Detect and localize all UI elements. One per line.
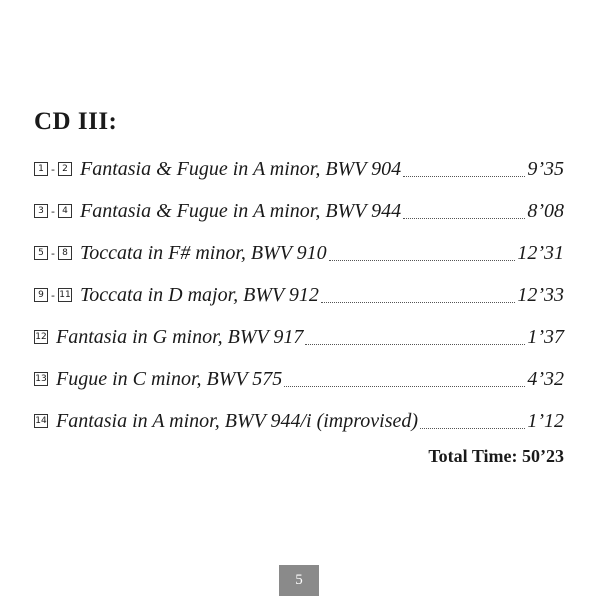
track-number-box: 12: [34, 330, 48, 344]
track-number-box: 11: [58, 288, 72, 302]
track-row: [34, 316, 564, 358]
track-row: [34, 400, 564, 442]
track-numbers: [34, 330, 48, 344]
track-numbers: [34, 204, 72, 218]
dot-leader: [329, 260, 516, 261]
cd-heading: CD III:: [34, 108, 118, 135]
total-time: Total Time: 50’23: [428, 446, 564, 466]
track-title: Fantasia in G minor, BWV 917: [56, 325, 304, 348]
track-list: [34, 148, 564, 442]
track-number-box: 14: [34, 414, 48, 428]
dot-leader: [305, 344, 525, 345]
track-duration: 9’35: [527, 157, 564, 180]
track-numbers: [34, 288, 72, 302]
track-row: [34, 274, 564, 316]
track-duration: 4’32: [527, 367, 564, 390]
track-row: [34, 358, 564, 400]
track-number-box: 4: [58, 204, 72, 218]
dot-leader: [420, 428, 525, 429]
track-row: [34, 190, 564, 232]
track-range-dash: -: [51, 288, 55, 302]
track-title: Toccata in F# minor, BWV 910: [79, 241, 327, 264]
dot-leader: [321, 302, 515, 303]
track-row: [34, 148, 564, 190]
track-duration: 8’08: [527, 199, 564, 222]
track-numbers: [34, 414, 48, 428]
track-duration: 12’33: [517, 283, 564, 306]
dot-leader: [403, 176, 525, 177]
track-number-box: 1: [34, 162, 48, 176]
dot-leader: [403, 218, 525, 219]
track-number-box: 8: [58, 246, 72, 260]
track-range-dash: -: [51, 162, 55, 176]
track-numbers: [34, 246, 72, 260]
track-title: Fantasia & Fugue in A minor, BWV 904: [79, 157, 402, 180]
track-number-box: 13: [34, 372, 48, 386]
track-row: [34, 232, 564, 274]
track-numbers: [34, 162, 72, 176]
track-numbers: [34, 372, 48, 386]
track-duration: 12’31: [517, 241, 564, 264]
track-title: Fantasia & Fugue in A minor, BWV 944: [79, 199, 402, 222]
page-number: 5: [279, 565, 319, 596]
track-number-box: 2: [58, 162, 72, 176]
track-duration: 1’12: [527, 409, 564, 432]
track-title: Fugue in C minor, BWV 575: [56, 367, 283, 390]
track-number-box: 5: [34, 246, 48, 260]
track-title: Toccata in D major, BWV 912: [79, 283, 319, 306]
track-range-dash: -: [51, 204, 55, 218]
track-number-box: 3: [34, 204, 48, 218]
track-range-dash: -: [51, 246, 55, 260]
track-number-box: 9: [34, 288, 48, 302]
track-title: Fantasia in A minor, BWV 944/i (improvised): [56, 409, 419, 432]
track-duration: 1’37: [527, 325, 564, 348]
dot-leader: [284, 386, 525, 387]
